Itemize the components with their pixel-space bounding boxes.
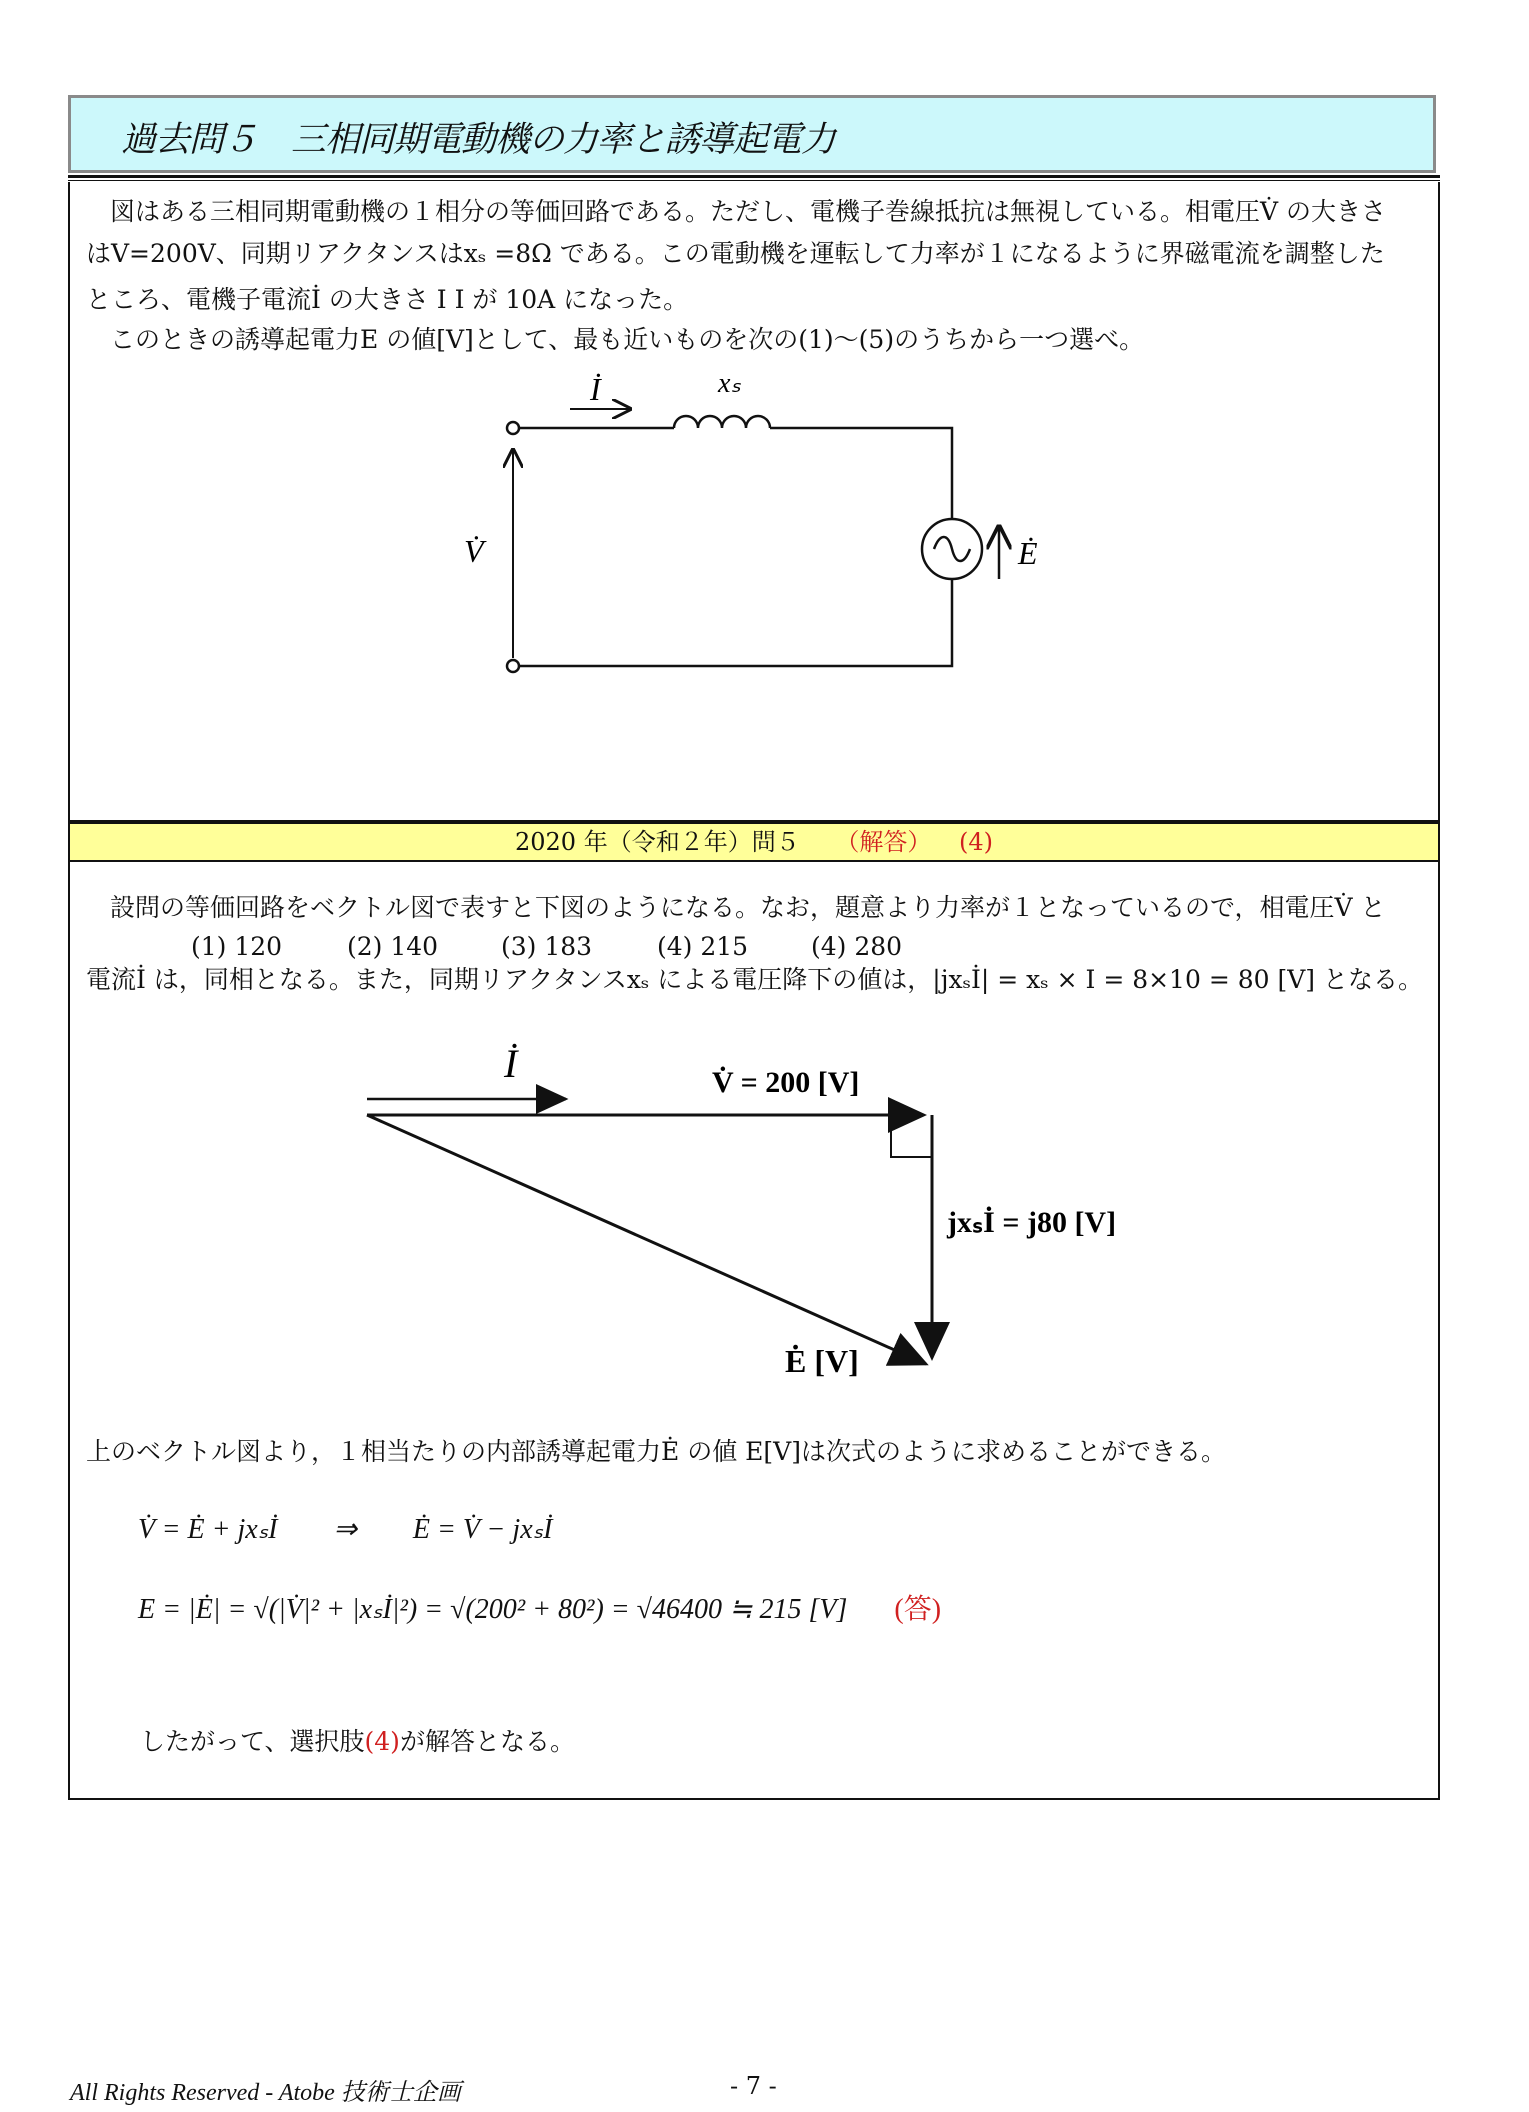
choice-4: (4) 215 [657, 932, 749, 961]
choice-1: (1) 120 [191, 932, 283, 961]
emf-vector [367, 1115, 926, 1364]
answer-value: (4) [959, 828, 993, 856]
right-angle-mark [891, 1115, 932, 1157]
footer-copyright: All Rights Reserved - Atobe 技術士企画 [70, 2080, 461, 2106]
conclusion-text: したがって、選択肢 [140, 1727, 365, 1756]
terminal-bottom [507, 660, 519, 672]
solution-section [68, 862, 1440, 1800]
exam-year: 2020 年（令和２年）問５ [515, 828, 800, 856]
current-label: İ [590, 371, 601, 407]
inductor [674, 416, 770, 428]
choice-5: (4) 280 [811, 932, 903, 961]
answer-mark: (答) [894, 1594, 942, 1625]
page-number: - 7 - [730, 2072, 777, 2100]
choice-3: (3) 183 [501, 932, 593, 961]
solution-line: 設問の等価回路をベクトル図で表すと下図のようになる。なお，題意より力率が１となっているので，相電圧V̇ と [110, 893, 1386, 922]
answer-bar [68, 822, 1440, 862]
wire-bottom [519, 579, 952, 666]
choice-2: (2) 140 [347, 932, 439, 961]
emf-vector-label: Ė [V] [785, 1343, 859, 1379]
conclusion-choice: (4) [364, 1727, 400, 1756]
equation-1: V̇ = Ė + jxₛİ ⇒ Ė = V̇ − jxₛİ [138, 1514, 553, 1545]
problem-line: ところ、電機子電流İ の大きさ I I が 10A になった。 [86, 285, 689, 314]
equation-2 [138, 1587, 941, 1627]
page-title: 過去問５ 三相同期電動機の力率と誘導起電力 [121, 120, 836, 160]
reactance-label: xₛ [718, 368, 741, 399]
conclusion [140, 1722, 575, 1758]
voltage-vector-label: V̇ = 200 [V] [712, 1066, 860, 1099]
drop-vector-label: jxₛİ = j80 [V] [947, 1206, 1117, 1239]
circuit-diagram [70, 182, 1438, 822]
problem-line: このときの誘導起電力E の値[V]として、最も近いものを次の(1)～(5)のうちから一つ選べ。 [110, 325, 1145, 354]
sine-icon [934, 537, 970, 561]
title-banner [68, 95, 1436, 173]
solution-intro: 上のベクトル図より，１相当たりの内部誘導起電力Ė の値 E[V]は次式のように求めることができる。 [86, 1437, 1226, 1466]
problem-line: 図はある三相同期電動機の１相分の等価回路である。ただし、電機子巻線抵抗は無視している。相電圧V̇ の大きさ [110, 197, 1387, 226]
answer-label: （解答） [835, 828, 932, 856]
divider [68, 180, 1440, 181]
terminal-top [507, 422, 519, 434]
current-vector-label: İ [504, 1041, 518, 1086]
conclusion-text: が解答となる。 [399, 1727, 575, 1756]
vector-diagram [70, 862, 1438, 1462]
solution-line: 電流İ は，同相となる。また，同期リアクタンスxₛ による電圧降下の値は，|jxₛİ| = xₛ × I = 8×10 = 80 [V] となる。 [86, 965, 1423, 994]
wire-top-right [770, 428, 952, 519]
emf-label: Ė [1018, 535, 1038, 571]
voltage-label: V̇ [464, 533, 484, 569]
problem-line: はV=200V、同期リアクタンスはxₛ =8Ω である。この電動機を運転して力率が１になるように界磁電流を調整した [86, 239, 1385, 268]
equation-2-body: E = |Ė| = √(|V̇|² + |xₛİ|²) = √(200² + 80²) = √46400 ≒ 215 [V] [138, 1594, 848, 1625]
divider [68, 175, 1440, 178]
